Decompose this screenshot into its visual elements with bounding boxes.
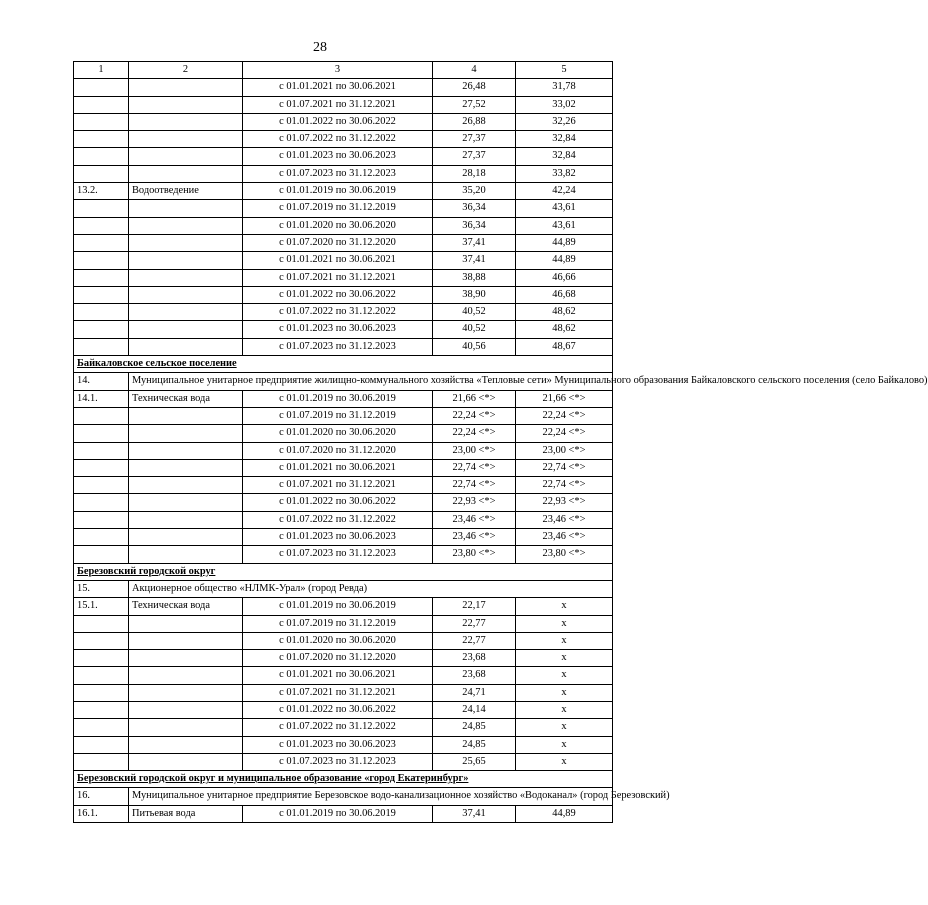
service-name xyxy=(129,200,243,217)
service-name xyxy=(129,269,243,286)
period: с 01.07.2022 по 31.12.2022 xyxy=(243,719,433,736)
tariff-value-vat: x xyxy=(516,753,613,770)
page-number: 28 xyxy=(313,40,327,55)
item-number xyxy=(74,615,129,632)
item-number xyxy=(74,165,129,182)
item-number xyxy=(74,234,129,251)
item-number: 15. xyxy=(74,580,129,597)
service-name xyxy=(129,719,243,736)
tariff-value-vat: 23,46 <*> xyxy=(516,511,613,528)
item-number xyxy=(74,407,129,424)
service-name xyxy=(129,338,243,355)
service-name xyxy=(129,701,243,718)
table-row xyxy=(74,425,613,442)
column-number: 4 xyxy=(433,62,516,79)
item-number: 15.1. xyxy=(74,598,129,615)
service-name: Водоотведение xyxy=(129,183,243,200)
item-number xyxy=(74,96,129,113)
column-number: 2 xyxy=(129,62,243,79)
period: с 01.01.2023 по 30.06.2023 xyxy=(243,148,433,165)
item-number xyxy=(74,511,129,528)
period: с 01.01.2020 по 30.06.2020 xyxy=(243,217,433,234)
tariff-table xyxy=(73,61,928,823)
tariff-value: 22,24 <*> xyxy=(433,407,516,424)
column-number: 5 xyxy=(516,62,613,79)
tariff-value-vat: 33,02 xyxy=(516,96,613,113)
item-number xyxy=(74,546,129,563)
tariff-value: 27,37 xyxy=(433,148,516,165)
tariff-value-vat: x xyxy=(516,632,613,649)
item-number xyxy=(74,667,129,684)
item-number xyxy=(74,269,129,286)
tariff-value: 26,88 xyxy=(433,113,516,130)
table-row xyxy=(74,805,613,822)
tariff-value-vat: x xyxy=(516,719,613,736)
service-name xyxy=(129,632,243,649)
tariff-value: 40,56 xyxy=(433,338,516,355)
service-name xyxy=(129,217,243,234)
item-number xyxy=(74,442,129,459)
tariff-value: 40,52 xyxy=(433,321,516,338)
service-name xyxy=(129,321,243,338)
period: с 01.07.2021 по 31.12.2021 xyxy=(243,269,433,286)
table-row xyxy=(74,96,613,113)
item-number xyxy=(74,338,129,355)
section-heading: Байкаловское сельское поселение xyxy=(74,356,613,373)
item-number: 14.1. xyxy=(74,390,129,407)
period: с 01.01.2021 по 30.06.2021 xyxy=(243,459,433,476)
tariff-value-vat: 22,74 <*> xyxy=(516,459,613,476)
table-row xyxy=(74,183,613,200)
tariff-value-vat: 44,89 xyxy=(516,805,613,822)
table-row xyxy=(74,131,613,148)
period: с 01.07.2022 по 31.12.2022 xyxy=(243,511,433,528)
period: с 01.07.2020 по 31.12.2020 xyxy=(243,234,433,251)
table-row xyxy=(74,217,613,234)
tariff-value: 23,68 xyxy=(433,650,516,667)
tariff-value: 23,46 <*> xyxy=(433,511,516,528)
period: с 01.01.2020 по 30.06.2020 xyxy=(243,632,433,649)
column-number: 3 xyxy=(243,62,433,79)
table-row xyxy=(74,200,613,217)
table-row xyxy=(74,338,613,355)
item-number xyxy=(74,494,129,511)
period: с 01.07.2023 по 31.12.2023 xyxy=(243,753,433,770)
tariff-value: 22,74 <*> xyxy=(433,459,516,476)
tariff-value-vat: 48,62 xyxy=(516,304,613,321)
organization-name: Муниципальное унитарное предприятие Березовское водо-канализационное хозяйство «Водоканал» (город Березовский) xyxy=(129,788,613,805)
item-number xyxy=(74,79,129,96)
item-number xyxy=(74,736,129,753)
service-name xyxy=(129,494,243,511)
tariff-value: 23,00 <*> xyxy=(433,442,516,459)
period: с 01.07.2022 по 31.12.2022 xyxy=(243,304,433,321)
item-number: 13.2. xyxy=(74,183,129,200)
tariff-value: 37,41 xyxy=(433,252,516,269)
tariff-value: 22,77 xyxy=(433,615,516,632)
item-number xyxy=(74,719,129,736)
item-number xyxy=(74,200,129,217)
tariff-value: 27,37 xyxy=(433,131,516,148)
item-number xyxy=(74,684,129,701)
item-number xyxy=(74,286,129,303)
tariff-value-vat: 32,84 xyxy=(516,131,613,148)
tariff-value: 38,90 xyxy=(433,286,516,303)
tariff-value-vat: 43,61 xyxy=(516,217,613,234)
tariff-value-vat: 43,61 xyxy=(516,200,613,217)
item-number xyxy=(74,148,129,165)
tariff-value: 24,71 xyxy=(433,684,516,701)
service-name xyxy=(129,529,243,546)
tariff-value: 22,77 xyxy=(433,632,516,649)
tariff-value: 40,52 xyxy=(433,304,516,321)
tariff-value-vat: x xyxy=(516,667,613,684)
table-row xyxy=(74,286,613,303)
tariff-value: 28,18 xyxy=(433,165,516,182)
item-number: 16. xyxy=(74,788,129,805)
service-name xyxy=(129,407,243,424)
period: с 01.01.2020 по 30.06.2020 xyxy=(243,425,433,442)
item-number xyxy=(74,217,129,234)
table-row xyxy=(74,79,613,96)
tariff-value: 37,41 xyxy=(433,234,516,251)
tariff-value-vat: x xyxy=(516,598,613,615)
tariff-value-vat: 23,80 <*> xyxy=(516,546,613,563)
tariff-value-vat: 46,66 xyxy=(516,269,613,286)
section-heading: Березовский городской округ xyxy=(74,563,613,580)
service-name xyxy=(129,667,243,684)
service-name xyxy=(129,477,243,494)
tariff-value: 23,68 xyxy=(433,667,516,684)
tariff-value: 38,88 xyxy=(433,269,516,286)
table-row xyxy=(74,667,613,684)
tariff-value: 24,14 xyxy=(433,701,516,718)
tariff-value-vat: 22,24 <*> xyxy=(516,425,613,442)
tariff-value-vat: 46,68 xyxy=(516,286,613,303)
organization-name: Муниципальное унитарное предприятие жилищно-коммунального хозяйства «Тепловые сети» Муниципального образования Байкаловского сельского поселения (село Байкалово) xyxy=(129,373,613,390)
organization-row xyxy=(74,788,613,805)
period: с 01.07.2020 по 31.12.2020 xyxy=(243,442,433,459)
service-name: Техническая вода xyxy=(129,390,243,407)
table-row xyxy=(74,304,613,321)
table-row xyxy=(74,529,613,546)
period: с 01.01.2022 по 30.06.2022 xyxy=(243,286,433,303)
tariff-value-vat: 23,46 <*> xyxy=(516,529,613,546)
period: с 01.01.2023 по 30.06.2023 xyxy=(243,529,433,546)
period: с 01.01.2019 по 30.06.2019 xyxy=(243,805,433,822)
service-name xyxy=(129,615,243,632)
tariff-value-vat: 48,67 xyxy=(516,338,613,355)
period: с 01.07.2020 по 31.12.2020 xyxy=(243,650,433,667)
table-row xyxy=(74,719,613,736)
tariff-value: 37,41 xyxy=(433,805,516,822)
service-name xyxy=(129,234,243,251)
service-name xyxy=(129,546,243,563)
period: с 01.07.2021 по 31.12.2021 xyxy=(243,96,433,113)
period: с 01.07.2019 по 31.12.2019 xyxy=(243,200,433,217)
section-row xyxy=(74,356,613,373)
item-number xyxy=(74,321,129,338)
table-row xyxy=(74,442,613,459)
period: с 01.01.2021 по 30.06.2021 xyxy=(243,252,433,269)
tariff-value-vat: 44,89 xyxy=(516,252,613,269)
tariff-value-vat: 21,66 <*> xyxy=(516,390,613,407)
item-number xyxy=(74,529,129,546)
service-name xyxy=(129,304,243,321)
table-body xyxy=(74,62,928,823)
item-number xyxy=(74,753,129,770)
tariff-value: 36,34 xyxy=(433,200,516,217)
period: с 01.07.2019 по 31.12.2019 xyxy=(243,407,433,424)
period: с 01.01.2022 по 30.06.2022 xyxy=(243,494,433,511)
table-row xyxy=(74,598,613,615)
tariff-value-vat: 44,89 xyxy=(516,234,613,251)
table-row xyxy=(74,407,613,424)
table-row xyxy=(74,113,613,130)
organization-name: Акционерное общество «НЛМК-Урал» (город Ревда) xyxy=(129,580,613,597)
service-name xyxy=(129,286,243,303)
service-name xyxy=(129,459,243,476)
service-name xyxy=(129,79,243,96)
service-name: Техническая вода xyxy=(129,598,243,615)
tariff-value: 24,85 xyxy=(433,719,516,736)
section-row xyxy=(74,563,613,580)
tariff-value-vat: 23,00 <*> xyxy=(516,442,613,459)
tariff-value-vat: x xyxy=(516,650,613,667)
tariff-value: 36,34 xyxy=(433,217,516,234)
service-name xyxy=(129,165,243,182)
table-row xyxy=(74,269,613,286)
item-number xyxy=(74,701,129,718)
service-name xyxy=(129,650,243,667)
table-row xyxy=(74,234,613,251)
period: с 01.07.2023 по 31.12.2023 xyxy=(243,165,433,182)
service-name xyxy=(129,736,243,753)
item-number xyxy=(74,425,129,442)
table-row xyxy=(74,753,613,770)
item-number xyxy=(74,650,129,667)
table-row xyxy=(74,650,613,667)
table-row xyxy=(74,546,613,563)
tariff-value-vat: 22,74 <*> xyxy=(516,477,613,494)
organization-row xyxy=(74,373,613,390)
period: с 01.01.2021 по 30.06.2021 xyxy=(243,79,433,96)
period: с 01.01.2021 по 30.06.2021 xyxy=(243,667,433,684)
tariff-value-vat: 33,82 xyxy=(516,165,613,182)
tariff-value-vat: x xyxy=(516,701,613,718)
organization-row xyxy=(74,580,613,597)
period: с 01.01.2019 по 30.06.2019 xyxy=(243,390,433,407)
tariff-value-vat: 32,84 xyxy=(516,148,613,165)
table-row xyxy=(74,701,613,718)
tariff-value-vat: 22,24 <*> xyxy=(516,407,613,424)
table-row xyxy=(74,459,613,476)
tariff-value: 23,46 <*> xyxy=(433,529,516,546)
table-row xyxy=(74,252,613,269)
service-name xyxy=(129,442,243,459)
section-heading: Березовский городской округ и муниципальное образование «город Екатеринбург» xyxy=(74,771,613,788)
table-row xyxy=(74,615,613,632)
table-row xyxy=(74,165,613,182)
table-row xyxy=(74,148,613,165)
tariff-value-vat: x xyxy=(516,736,613,753)
service-name xyxy=(129,252,243,269)
tariff-value: 35,20 xyxy=(433,183,516,200)
tariff-value: 22,74 <*> xyxy=(433,477,516,494)
service-name xyxy=(129,113,243,130)
tariff-value-vat: x xyxy=(516,615,613,632)
item-number xyxy=(74,459,129,476)
table-row xyxy=(74,390,613,407)
item-number xyxy=(74,252,129,269)
tariff-value-vat: 32,26 xyxy=(516,113,613,130)
column-number: 1 xyxy=(74,62,129,79)
tariff-value: 26,48 xyxy=(433,79,516,96)
tariff-value-vat: 48,62 xyxy=(516,321,613,338)
service-name xyxy=(129,425,243,442)
period: с 01.01.2023 по 30.06.2023 xyxy=(243,736,433,753)
item-number xyxy=(74,131,129,148)
item-number xyxy=(74,304,129,321)
period: с 01.01.2022 по 30.06.2022 xyxy=(243,113,433,130)
period: с 01.07.2022 по 31.12.2022 xyxy=(243,131,433,148)
item-number: 16.1. xyxy=(74,805,129,822)
period: с 01.01.2023 по 30.06.2023 xyxy=(243,321,433,338)
period: с 01.07.2023 по 31.12.2023 xyxy=(243,546,433,563)
table-row xyxy=(74,511,613,528)
table-row xyxy=(74,736,613,753)
period: с 01.07.2021 по 31.12.2021 xyxy=(243,684,433,701)
period: с 01.01.2022 по 30.06.2022 xyxy=(243,701,433,718)
tariff-value: 27,52 xyxy=(433,96,516,113)
item-number xyxy=(74,113,129,130)
tariff-value: 22,24 <*> xyxy=(433,425,516,442)
tariff-value-vat: 31,78 xyxy=(516,79,613,96)
tariff-value: 22,17 xyxy=(433,598,516,615)
table-row xyxy=(74,477,613,494)
service-name xyxy=(129,684,243,701)
tariff-value: 25,65 xyxy=(433,753,516,770)
table-row xyxy=(74,632,613,649)
column-number-row xyxy=(74,62,613,79)
tariff-value: 21,66 <*> xyxy=(433,390,516,407)
table-row xyxy=(74,684,613,701)
period: с 01.07.2023 по 31.12.2023 xyxy=(243,338,433,355)
item-number xyxy=(74,477,129,494)
service-name xyxy=(129,511,243,528)
service-name xyxy=(129,131,243,148)
period: с 01.07.2021 по 31.12.2021 xyxy=(243,477,433,494)
tariff-value-vat: 42,24 xyxy=(516,183,613,200)
service-name xyxy=(129,148,243,165)
table-row xyxy=(74,321,613,338)
table-row xyxy=(74,494,613,511)
tariff-value: 24,85 xyxy=(433,736,516,753)
service-name xyxy=(129,753,243,770)
service-name xyxy=(129,96,243,113)
service-name: Питьевая вода xyxy=(129,805,243,822)
period: с 01.01.2019 по 30.06.2019 xyxy=(243,598,433,615)
section-row xyxy=(74,771,613,788)
period: с 01.01.2019 по 30.06.2019 xyxy=(243,183,433,200)
tariff-value: 22,93 <*> xyxy=(433,494,516,511)
item-number xyxy=(74,632,129,649)
period: с 01.07.2019 по 31.12.2019 xyxy=(243,615,433,632)
tariff-value-vat: 22,93 <*> xyxy=(516,494,613,511)
tariff-value: 23,80 <*> xyxy=(433,546,516,563)
tariff-value-vat: x xyxy=(516,684,613,701)
item-number: 14. xyxy=(74,373,129,390)
